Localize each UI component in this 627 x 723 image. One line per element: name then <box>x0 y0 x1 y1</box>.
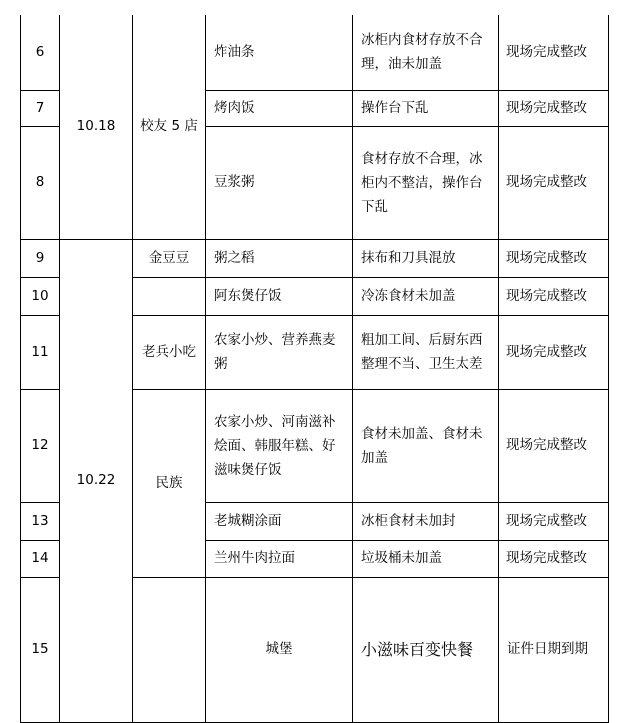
result-cell: 现场完成整改 <box>499 126 609 239</box>
result-cell: 现场完成整改 <box>499 540 609 577</box>
area-cell: 老兵小吃 <box>133 315 206 389</box>
shop-cell: 小滋味百变快餐 <box>353 577 499 722</box>
issue-cell: 食材存放不合理，冰柜内不整洁，操作台下乱 <box>353 126 499 239</box>
result-cell: 现场完成整改 <box>499 15 609 90</box>
row-number: 7 <box>21 90 60 126</box>
table-row <box>21 15 609 90</box>
shop-cell: 豆浆粥 <box>206 126 353 239</box>
row-number: 10 <box>21 277 60 315</box>
result-cell: 现场完成整改 <box>499 315 609 389</box>
result-cell: 现场完成整改 <box>499 502 609 540</box>
area-cell: 校友 5 店 <box>133 15 206 239</box>
row-number: 15 <box>21 577 60 722</box>
issue-cell: 抹布和刀具混放 <box>353 239 499 277</box>
result-cell: 现场完成整改 <box>499 239 609 277</box>
row-number: 14 <box>21 540 60 577</box>
issue-cell: 证件日期到期 <box>499 577 609 722</box>
shop-cell: 老城糊涂面 <box>206 502 353 540</box>
issue-cell: 冰柜内食材存放不合理，油未加盖 <box>353 15 499 90</box>
result-cell: 现场完成整改 <box>499 277 609 315</box>
row-number: 6 <box>21 15 60 90</box>
shop-cell: 阿东煲仔饭 <box>206 277 353 315</box>
issue-cell: 冷冻食材未加盖 <box>353 277 499 315</box>
shop-cell: 农家小炒、河南滋补烩面、韩服年糕、好滋味煲仔饭 <box>206 389 353 502</box>
issue-cell: 粗加工间、后厨东西整理不当、卫生太差 <box>353 315 499 389</box>
area-cell-empty <box>133 277 206 315</box>
issue-cell: 食材未加盖、食材未加盖 <box>353 389 499 502</box>
area-cell: 金豆豆 <box>133 239 206 277</box>
issue-cell: 操作台下乱 <box>353 90 499 126</box>
issue-cell: 冰柜食材未加封 <box>353 502 499 540</box>
result-cell: 现场完成整改 <box>499 90 609 126</box>
date-cell: 10.18 <box>60 15 133 239</box>
row-number: 9 <box>21 239 60 277</box>
shop-cell: 兰州牛肉拉面 <box>206 540 353 577</box>
result-cell: 现场完成整改 <box>499 389 609 502</box>
row-number: 13 <box>21 502 60 540</box>
area-cell: 民族 <box>133 389 206 577</box>
area-cell: 城堡 <box>206 577 353 722</box>
inspection-table <box>20 15 609 723</box>
row-number: 8 <box>21 126 60 239</box>
row-number: 11 <box>21 315 60 389</box>
issue-cell: 垃圾桶未加盖 <box>353 540 499 577</box>
shop-cell: 粥之稻 <box>206 239 353 277</box>
row-number: 12 <box>21 389 60 502</box>
shop-cell: 炸油条 <box>206 15 353 90</box>
shop-cell: 烤肉饭 <box>206 90 353 126</box>
shop-cell: 农家小炒、营养燕麦粥 <box>206 315 353 389</box>
date-cell: 10.22 <box>60 239 133 722</box>
table-row <box>21 239 609 277</box>
date-cell-empty <box>133 577 206 722</box>
